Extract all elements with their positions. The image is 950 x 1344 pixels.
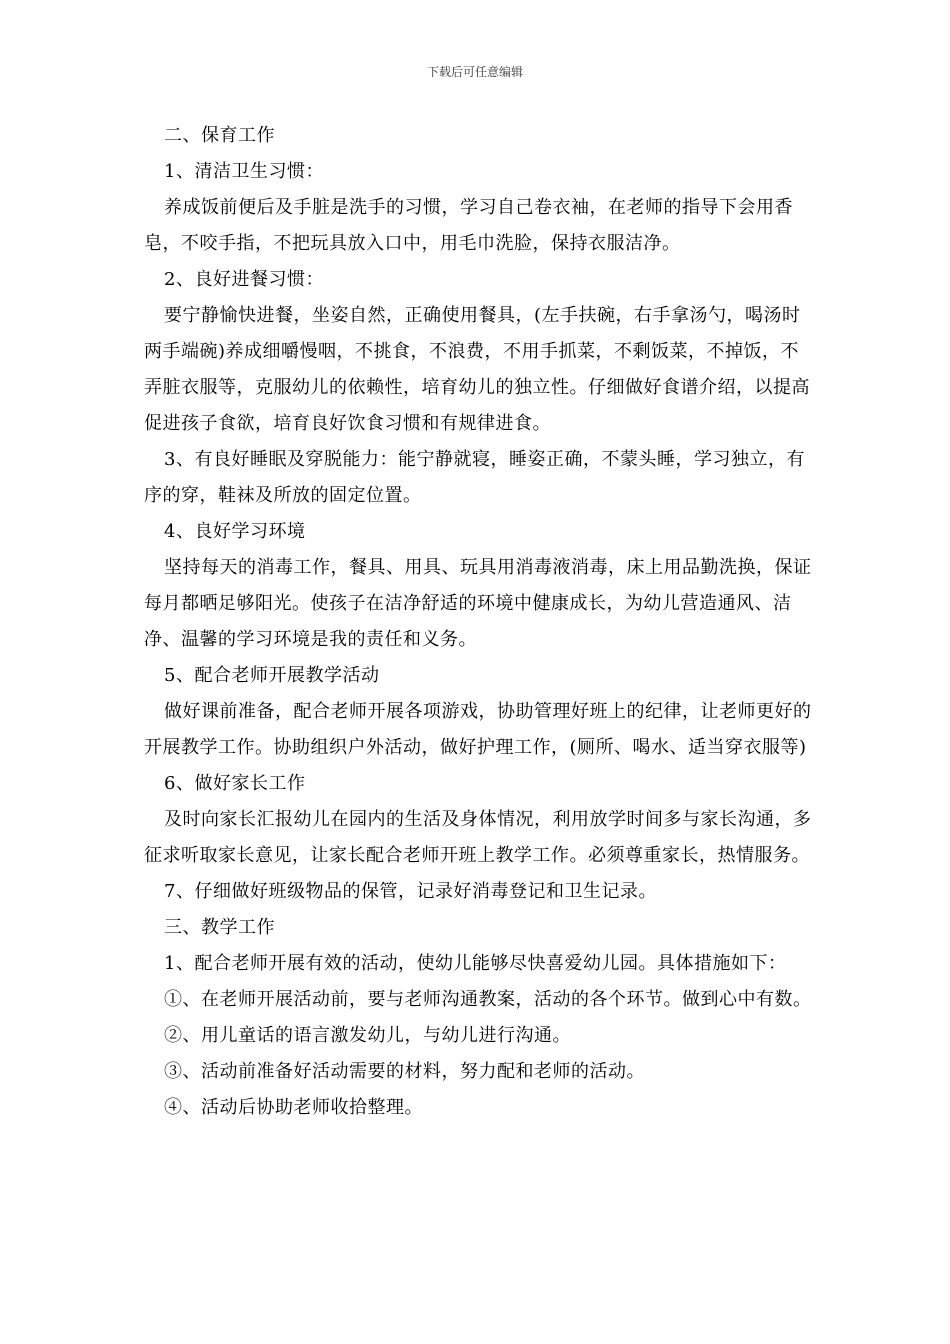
item-heading-teaching-support: 5、配合老师开展教学活动 [164,665,380,686]
list-item-measure-1: ①、在老师开展活动前，要与老师沟通教案，活动的各个环节。做到心中有数。 [164,989,812,1010]
list-item-measure-2: ②、用儿童话的语言激发幼儿，与幼儿进行沟通。 [164,1025,571,1046]
section-heading-care: 二、保育工作 [164,125,275,146]
page-header: 下载后可任意编辑 [426,65,523,79]
paragraph-teaching-intro: 1、配合老师开展有效的活动，使幼儿能够尽快喜爱幼儿园。具体措施如下： [164,953,787,974]
item-heading-eating: 2、良好进餐习惯： [164,269,324,290]
paragraph-hygiene: 养成饭前便后及手脏是洗手的习惯，学习自己卷衣袖，在老师的指导下会用香皂，不咬手指，不把玩具放入口中，用毛巾洗脸，保持衣服洁净。 [144,197,793,254]
paragraph-eating: 要宁静愉快进餐，坐姿自然，正确使用餐具，(左手扶碗，右手拿汤勺，喝汤时两手端碗)养成细嚼慢咽，不挑食，不浪费，不用手抓菜，不剩饭菜，不掉饭，不弄脏衣服等，克服幼儿的依赖性，培育幼儿的独立性。仔细做好食谱介绍，以提高促进孩子食欲，培育良好饮食习惯和有规律进食。 [144,305,810,434]
paragraph-parents: 及时向家长汇报幼儿在园内的生活及身体情况，利用放学时间多与家长沟通，多征求听取家长意见，让家长配合老师开班上教学工作。必须尊重家长，热情服务。 [144,809,812,866]
list-item-measure-3: ③、活动前准备好活动需要的材料，努力配和老师的活动。 [164,1061,645,1082]
item-heading-environment: 4、良好学习环境 [164,521,306,542]
paragraph-teaching-support: 做好课前准备，配合老师开展各项游戏，协助管理好班上的纪律，让老师更好的开展教学工作。协助组织户外活动，做好护理工作，(厕所、喝水、适当穿衣服等) [144,701,812,758]
paragraph-sleep: 3、有良好睡眠及穿脱能力：能宁静就寝，睡姿正确，不蒙头睡，学习独立，有序的穿，鞋袜及所放的固定位置。 [144,449,805,506]
paragraph-class-items: 7、仔细做好班级物品的保管，记录好消毒登记和卫生记录。 [164,881,657,902]
item-heading-parents: 6、做好家长工作 [164,773,306,794]
list-item-measure-4: ④、活动后协助老师收拾整理。 [164,1097,423,1118]
paragraph-environment: 坚持每天的消毒工作，餐具、用具、玩具用消毒液消毒，床上用品勤洗换，保证每月都晒足够阳光。使孩子在洁净舒适的环境中健康成长，为幼儿营造通风、洁净、温馨的学习环境是我的责任和义务。 [144,557,812,650]
item-heading-hygiene: 1、清洁卫生习惯： [164,161,324,182]
document-body [144,118,812,1126]
section-heading-teaching: 三、教学工作 [164,917,275,938]
